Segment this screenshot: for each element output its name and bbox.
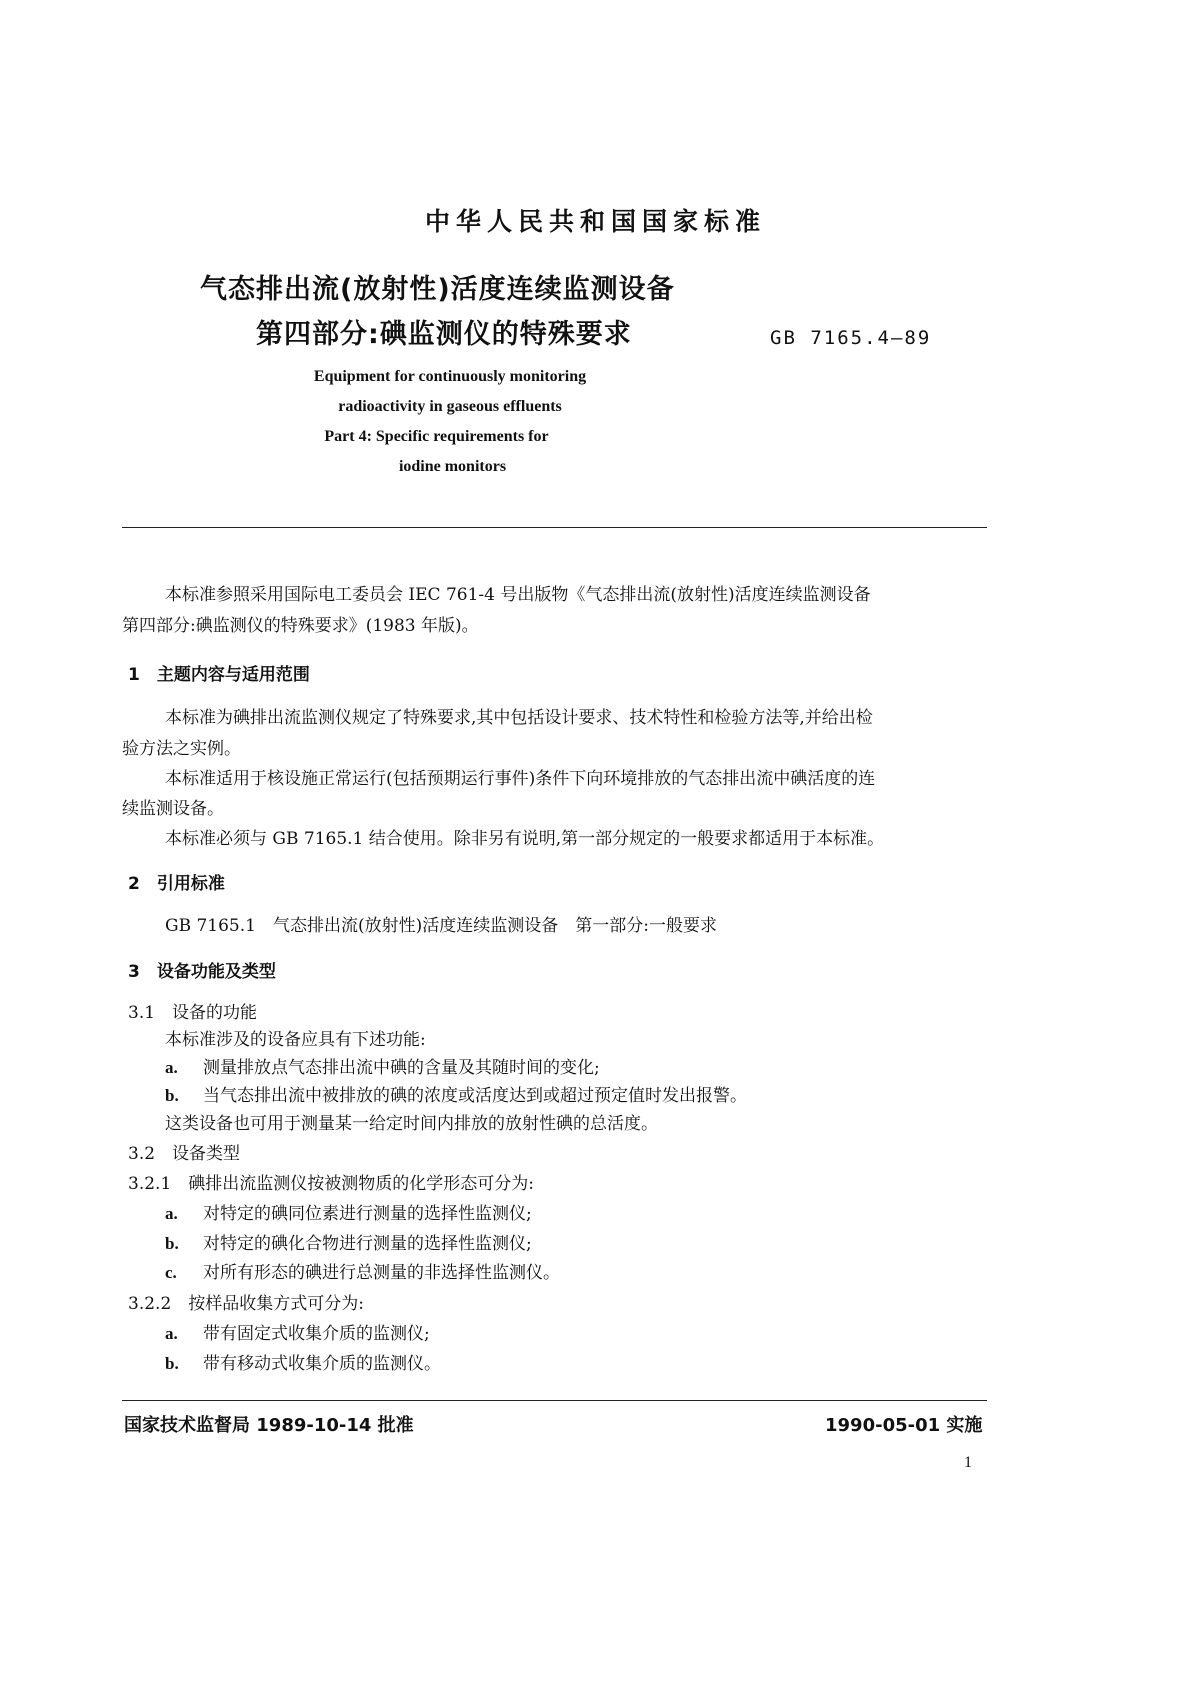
item-text: 测量排放点气态排出流中碘的含量及其随时间的变化; (203, 1058, 600, 1078)
effective-date: 1990-05-01 实施 (825, 1415, 983, 1436)
national-standard-heading: 中华人民共和国国家标准 (424, 207, 766, 236)
intro-line1: 本标准参照采用国际电工委员会 IEC 761-4 号出版物《气态排出流(放射性)活度连续监测设备 (165, 585, 871, 605)
english-title-line1: Equipment for continuously monitoring (313, 368, 587, 385)
item-label: a. (165, 1324, 178, 1343)
section3-2-heading: 3.2 设备类型 (128, 1144, 241, 1164)
item-text: 对特定的碘化合物进行测量的选择性监测仪; (203, 1234, 532, 1254)
section1-p1-line1: 本标准为碘排出流监测仪规定了特殊要求,其中包括设计要求、技术特性和检验方法等,并给出检 (165, 708, 873, 728)
english-title-line2: radioactivity in gaseous effluents (338, 398, 562, 415)
page-number: 1 (964, 1454, 972, 1471)
item-text: 对所有形态的碘进行总测量的非选择性监测仪。 (203, 1263, 560, 1283)
section3-1-heading: 3.1 设备的功能 (128, 1003, 258, 1023)
section3-1-item-b (165, 1081, 747, 1111)
item-text: 带有固定式收集介质的监测仪; (203, 1324, 430, 1344)
section3-1-item-a (165, 1053, 600, 1083)
item-label: b. (165, 1354, 179, 1373)
item-label: a. (165, 1058, 178, 1077)
section1-p3: 本标准必须与 GB 7165.1 结合使用。除非另有说明,第一部分规定的一般要求都适用于本标准。 (165, 829, 885, 849)
approval-date: 国家技术监督局 1989-10-14 批准 (124, 1415, 414, 1436)
section2-reference: GB 7165.1 气态排出流(放射性)活度连续监测设备 第一部分:一般要求 (165, 916, 717, 936)
item-label: b. (165, 1086, 179, 1105)
item-label: b. (165, 1234, 179, 1253)
section3-2-1: 3.2.1 碘排出流监测仪按被测物质的化学形态可分为: (128, 1174, 534, 1194)
section1-p2-line1: 本标准适用于核设施正常运行(包括预期运行事件)条件下向环境排放的气态排出流中碘活度的连 (165, 769, 876, 789)
header-divider (122, 527, 987, 528)
intro-line2: 第四部分:碘监测仪的特殊要求》(1983 年版)。 (122, 616, 479, 636)
footer-divider (122, 1400, 987, 1401)
standard-title-line2: 第四部分:碘监测仪的特殊要求 (256, 319, 632, 350)
english-title-line3: Part 4: Specific requirements for (324, 428, 549, 445)
section3-2-1-item-b (165, 1229, 532, 1259)
section3-1-note: 这类设备也可用于测量某一给定时间内排放的放射性碘的总活度。 (165, 1114, 658, 1134)
section3-2-2-item-a (165, 1319, 430, 1349)
section2-heading: 2 引用标准 (128, 874, 225, 894)
item-label: a. (165, 1204, 178, 1223)
english-title-line4: iodine monitors (398, 458, 507, 475)
standard-number: GB 7165.4—89 (770, 327, 932, 349)
section1-heading: 1 主题内容与适用范围 (128, 665, 310, 685)
standard-title-line1: 气态排出流(放射性)活度连续监测设备 (200, 274, 675, 305)
section1-p1-line2: 验方法之实例。 (122, 739, 241, 759)
item-label: c. (165, 1263, 177, 1282)
section3-2-1-item-a (165, 1199, 532, 1229)
section3-2-2: 3.2.2 按样品收集方式可分为: (128, 1294, 364, 1314)
item-text: 当气态排出流中被排放的碘的浓度或活度达到或超过预定值时发出报警。 (203, 1086, 747, 1106)
item-text: 带有移动式收集介质的监测仪。 (203, 1354, 441, 1374)
section3-2-2-item-b (165, 1349, 441, 1379)
section3-2-1-item-c (165, 1258, 560, 1288)
section3-1-intro: 本标准涉及的设备应具有下述功能: (165, 1030, 426, 1050)
item-text: 对特定的碘同位素进行测量的选择性监测仪; (203, 1204, 532, 1224)
section3-heading: 3 设备功能及类型 (128, 962, 276, 982)
section1-p2-line2: 续监测设备。 (122, 799, 224, 819)
